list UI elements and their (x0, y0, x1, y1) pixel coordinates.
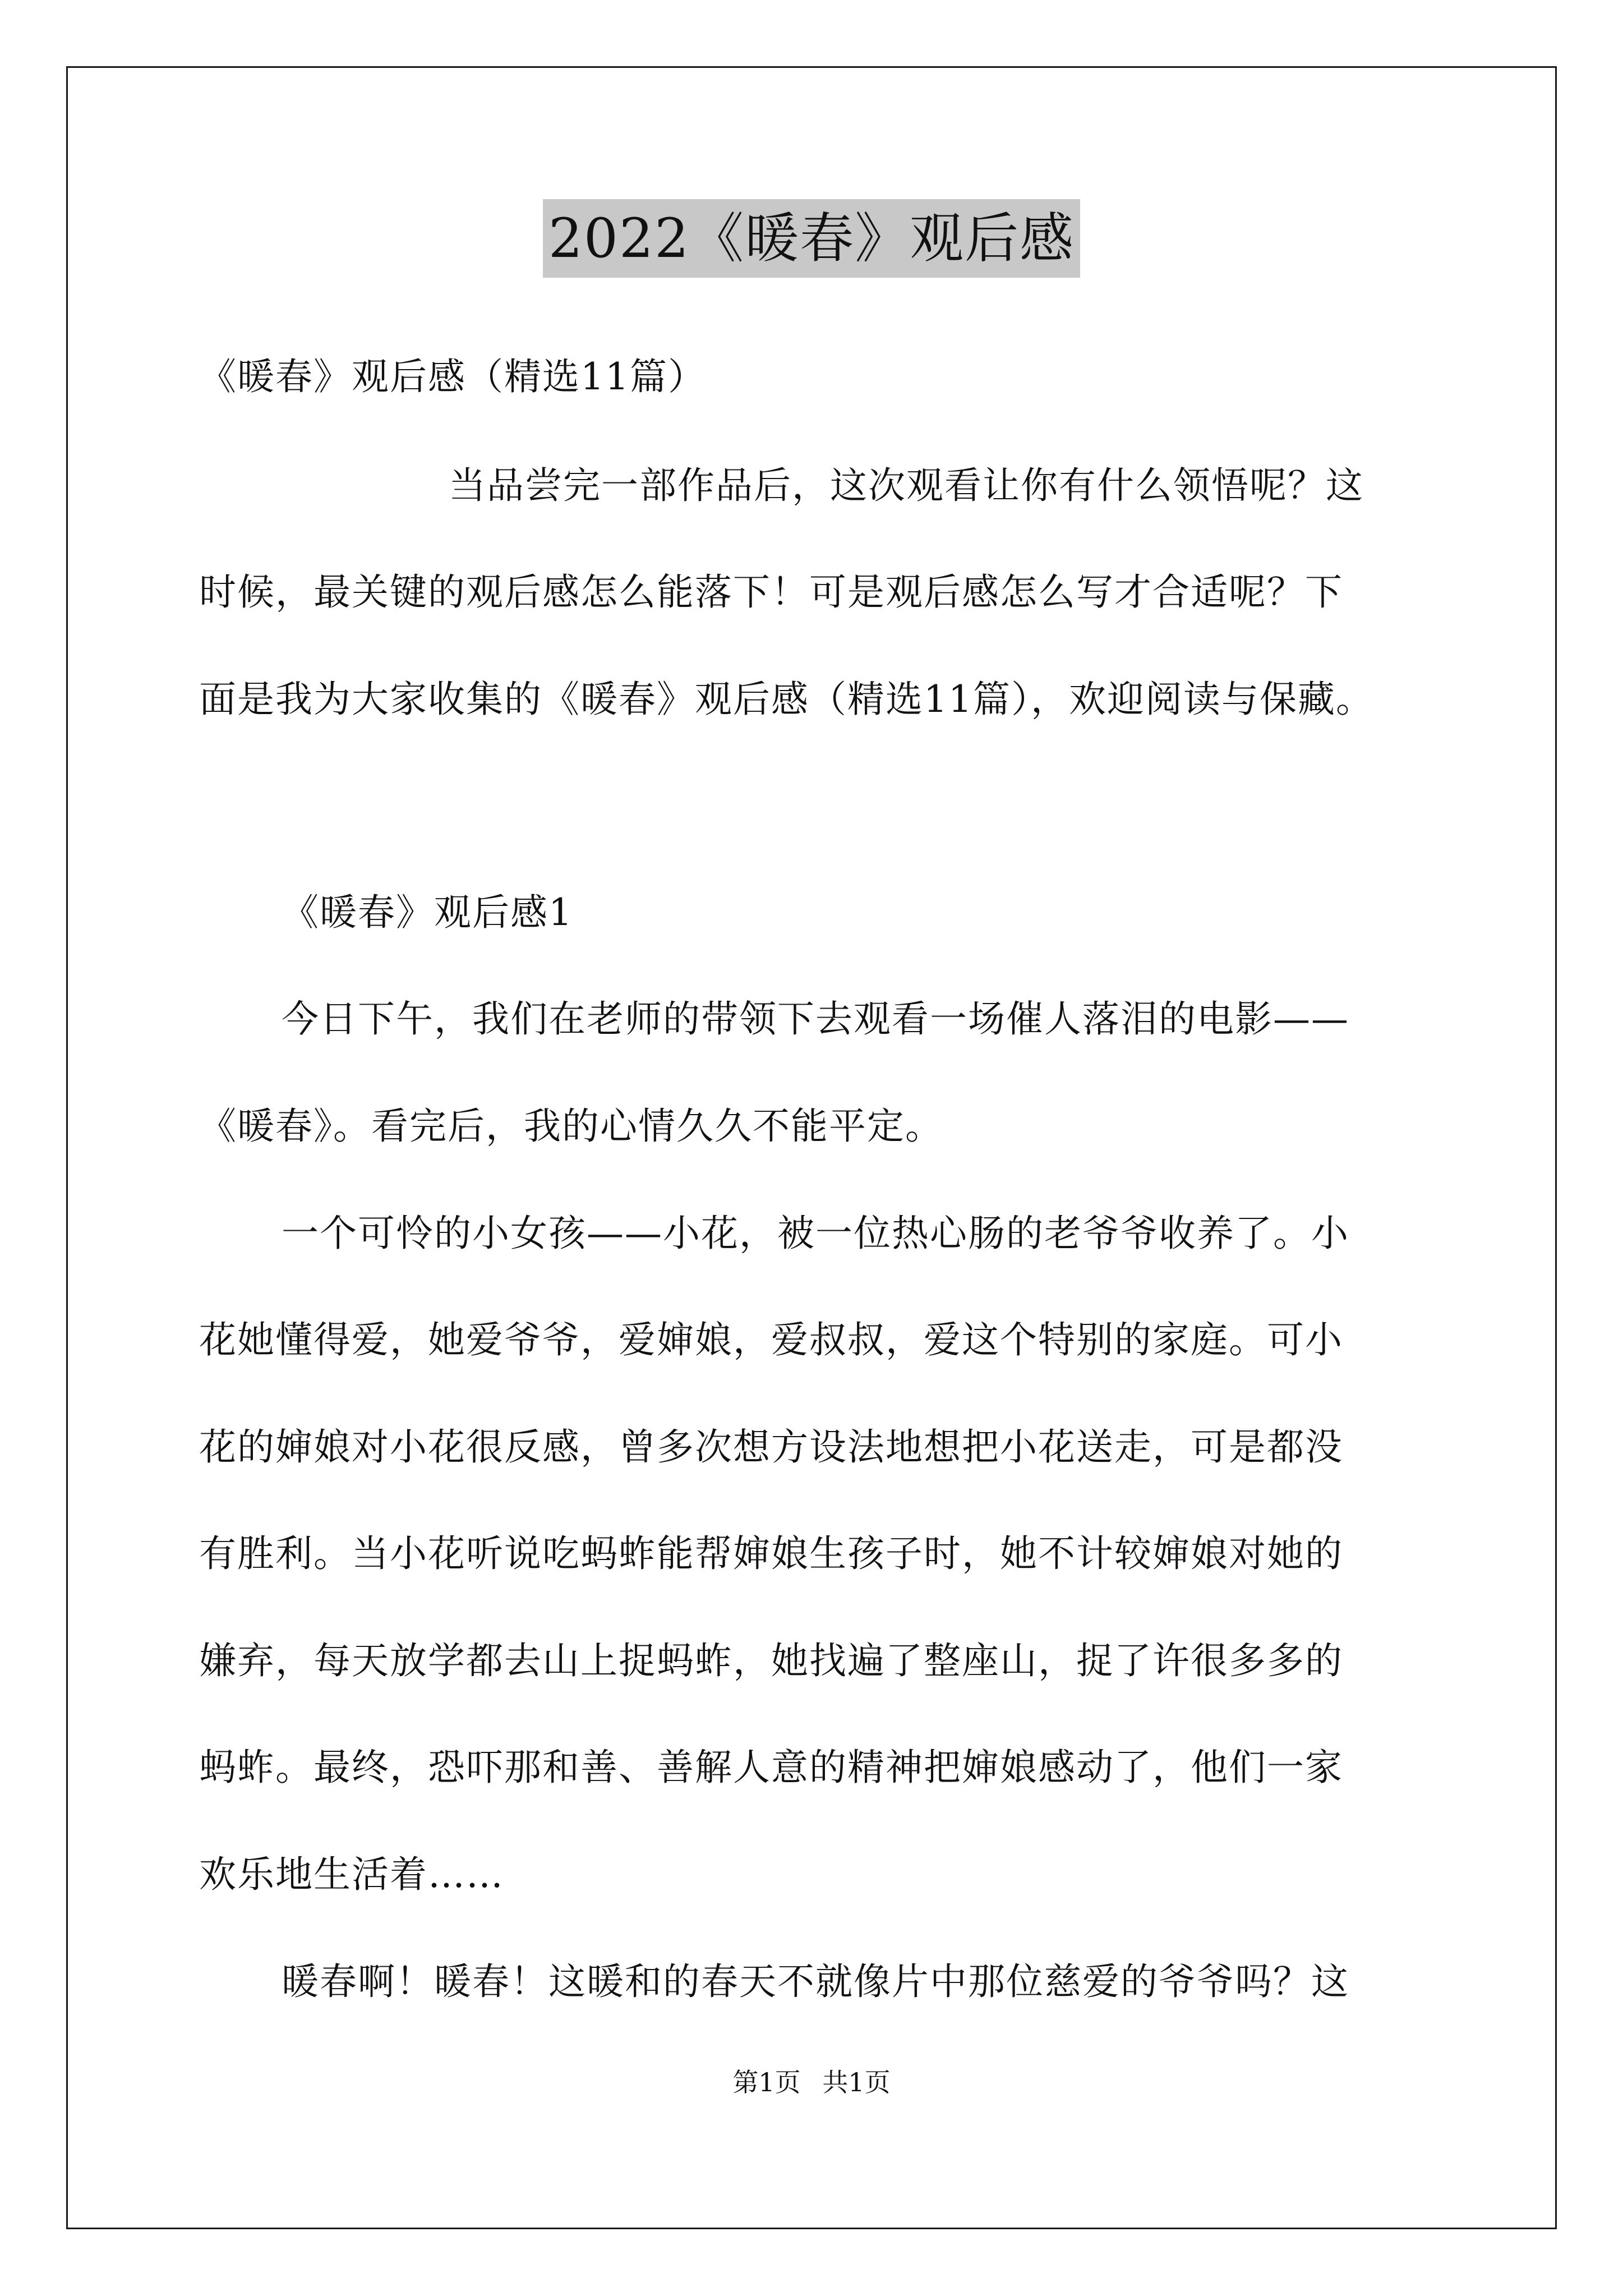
intro-line-3: 面是我为大家收集的《暖春》观后感（精选11篇），欢迎阅读与保藏。 (199, 678, 1374, 721)
section-heading: 《暖春》观后感1 (282, 891, 573, 934)
body-line-5: 花的婶娘对小花很反感，曾多次想方设法地想把小花送走，可是都没 (199, 1425, 1343, 1469)
page-total: 共1页 (822, 2067, 891, 2097)
body-line-7: 嫌弃，每天放学都去山上捉蚂蚱，她找遍了整座山，捉了许很多多的 (199, 1639, 1343, 1682)
intro-line-2: 时候，最关键的观后感怎么能落下！可是观后感怎么写才合适呢？下 (199, 570, 1343, 614)
body-line-9: 欢乐地生活着…… (199, 1853, 504, 1896)
body-line-8: 蚂蚱。最终，恐吓那和善、善解人意的精神把婶娘感动了，他们一家 (199, 1746, 1343, 1789)
document-title: 2022《暖春》观后感 (543, 199, 1080, 278)
document-title-row (0, 199, 1623, 293)
page-number: 第1页 (732, 2067, 801, 2097)
body-line-2: 《暖春》。看完后，我的心情久久不能平定。 (199, 1105, 943, 1148)
body-line-10: 暖春啊！暖春！这暖和的春天不就像片中那位慈爱的爷爷吗？这 (282, 1960, 1349, 2003)
body-line-3: 一个可怜的小女孩——小花，被一位热心肠的老爷爷收养了。小 (282, 1212, 1349, 1255)
subtitle: 《暖春》观后感（精选11篇） (199, 355, 706, 398)
body-line-4: 花她懂得爱，她爱爷爷，爱婶娘，爱叔叔，爱这个特别的家庭。可小 (199, 1318, 1343, 1361)
page-footer (0, 2065, 1623, 2099)
intro-line-1: 当品尝完一部作品后，这次观看让你有什么领悟呢？这 (449, 464, 1364, 507)
body-line-6: 有胜利。当小花听说吃蚂蚱能帮婶娘生孩子时，她不计较婶娘对她的 (199, 1532, 1343, 1575)
body-line-1: 今日下午，我们在老师的带领下去观看一场催人落泪的电影—— (282, 997, 1349, 1041)
